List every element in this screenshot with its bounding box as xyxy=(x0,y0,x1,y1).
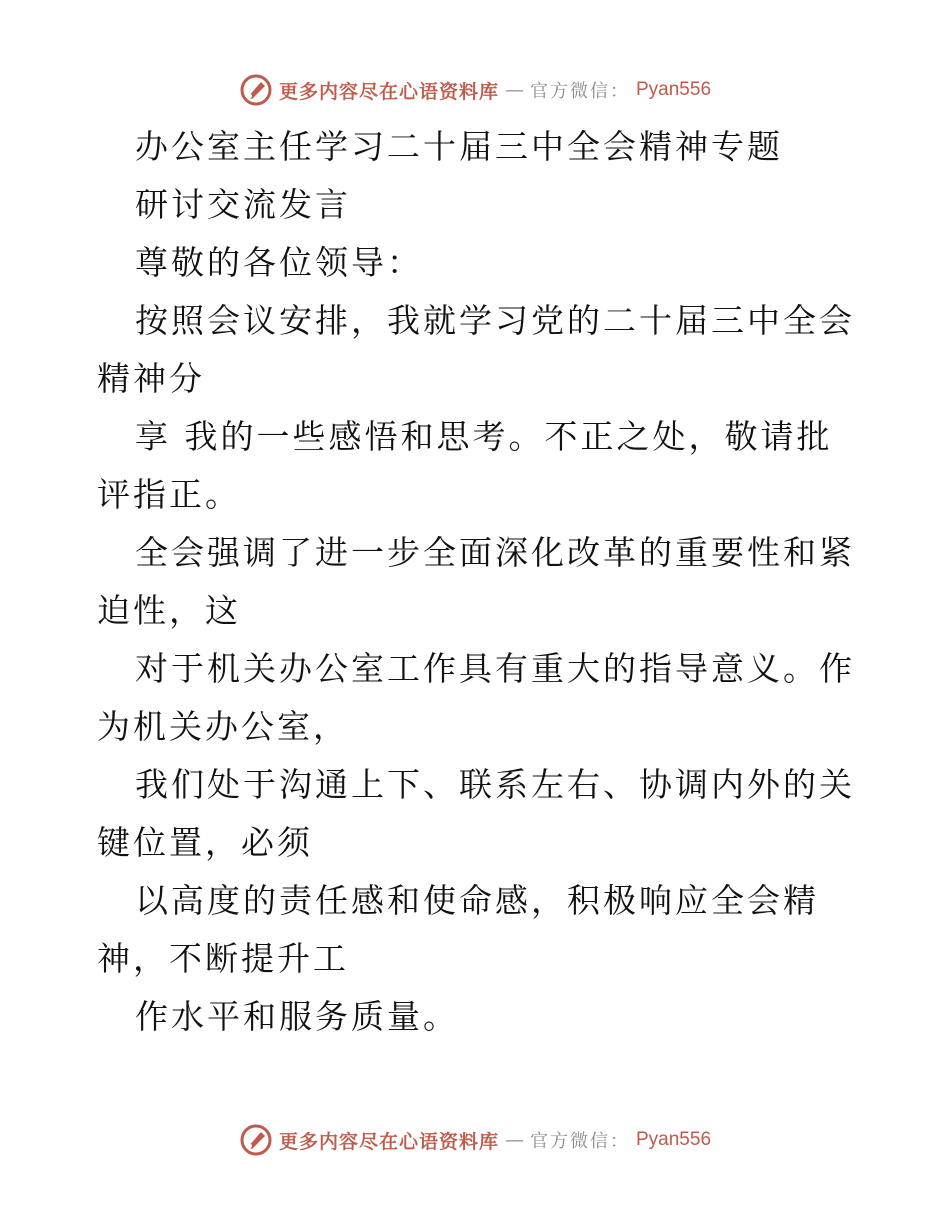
banner-wechat-id: Pyan556 xyxy=(636,79,712,100)
banner-text: 更多内容尽在心语资料库 xyxy=(278,1130,499,1153)
paragraph: 享 我的一些感悟和思考。不正之处，敬请批评指正。 xyxy=(97,417,833,514)
banner-dash: — xyxy=(505,1129,524,1151)
paragraph: 作水平和服务质量。 xyxy=(135,997,459,1036)
paragraph: 我们处于沟通上下、联系左右、协调内外的关键位置，必须 xyxy=(97,765,855,862)
paragraph: 全会强调了进一步全面深化改革的重要性和紧迫性，这 xyxy=(97,533,855,630)
header-banner xyxy=(0,70,950,110)
pen-nib-logo-icon xyxy=(239,1123,273,1157)
footer-banner xyxy=(0,1120,950,1160)
pen-nib-logo-icon xyxy=(239,73,273,107)
document-title-line-2: 研讨交流发言 xyxy=(135,185,351,224)
document-body xyxy=(97,118,867,1046)
salutation: 尊敬的各位领导： xyxy=(135,243,423,282)
banner-text: 更多内容尽在心语资料库 xyxy=(278,80,499,103)
document-title-line-1: 办公室主任学习二十届三中全会精神专题 xyxy=(135,127,783,166)
banner-wechat-id: Pyan556 xyxy=(636,1129,712,1150)
banner-subtitle: 官方微信： xyxy=(530,81,630,102)
banner-dash: — xyxy=(505,79,524,101)
paragraph: 按照会议安排，我就学习党的二十届三中全会精神分 xyxy=(97,301,855,398)
paragraph: 对于机关办公室工作具有重大的指导意义。作为机关办公室， xyxy=(97,649,855,746)
paragraph: 以高度的责任感和使命感，积极响应全会精神，不断提升工 xyxy=(97,881,819,978)
banner-subtitle: 官方微信： xyxy=(530,1131,630,1152)
